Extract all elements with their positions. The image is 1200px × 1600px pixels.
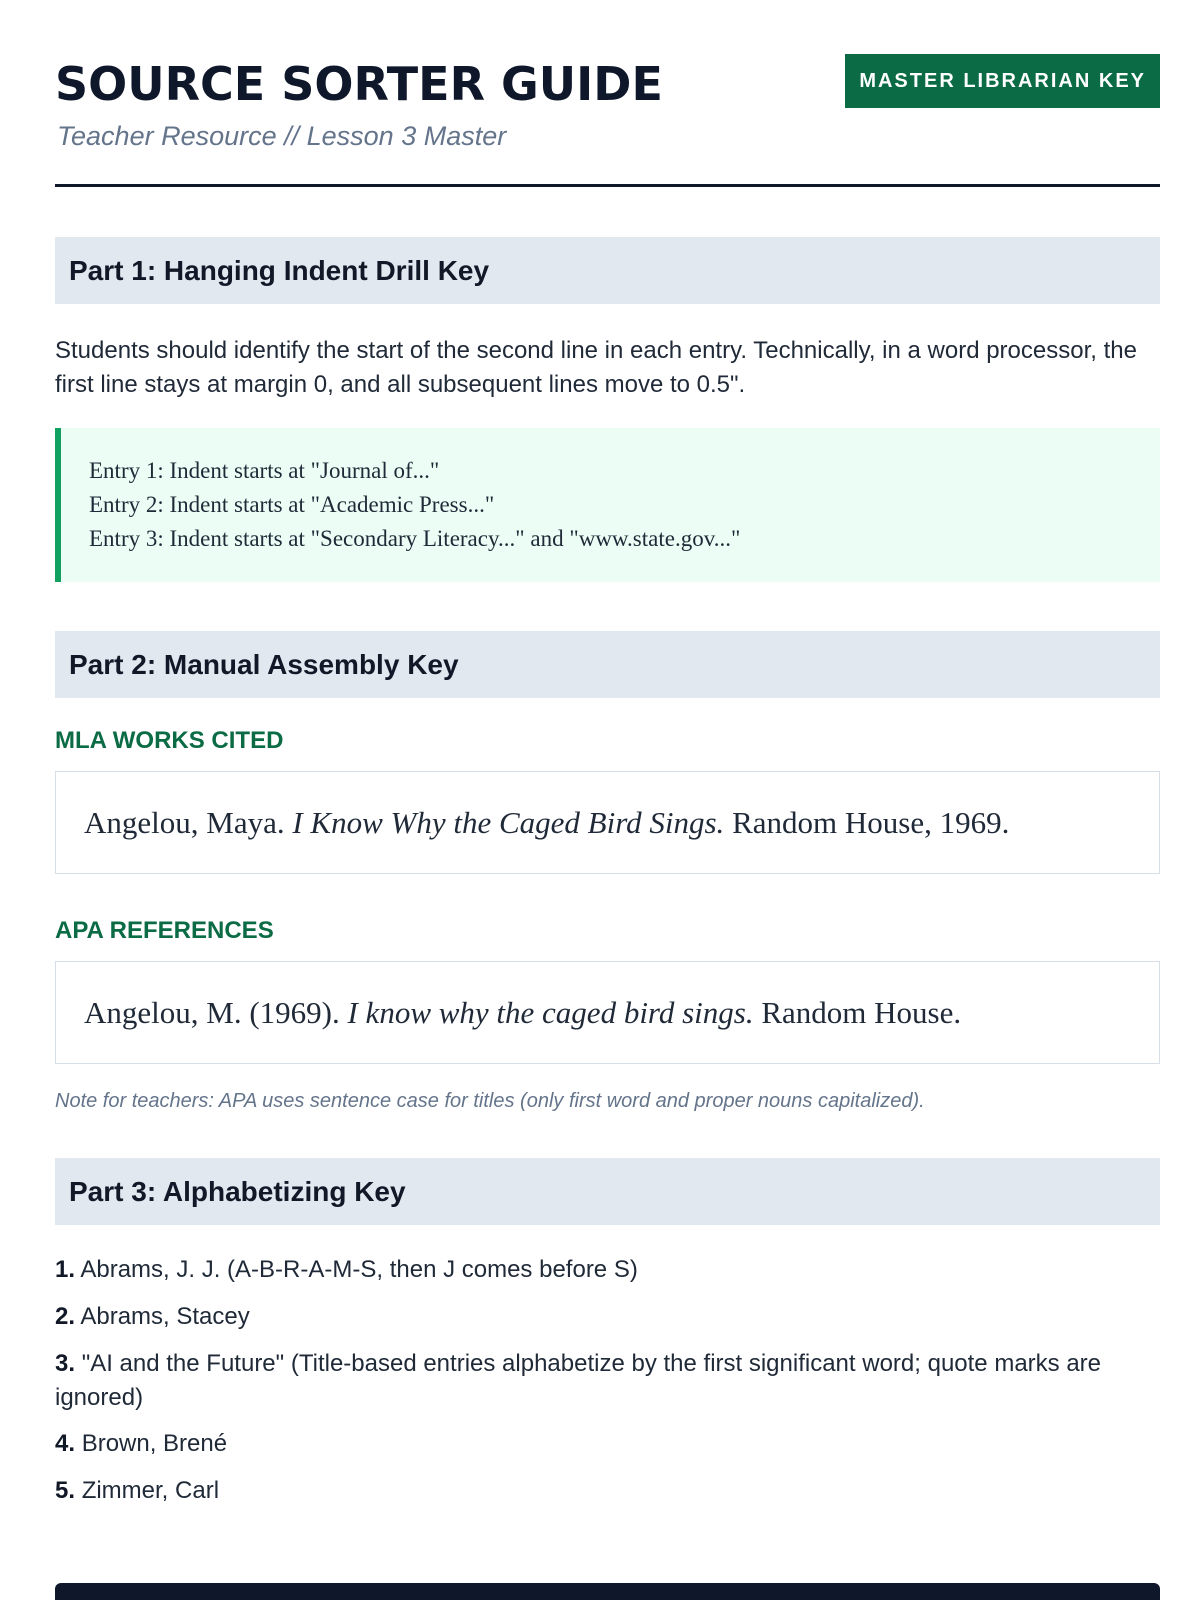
footer-bar [55,1583,1160,1600]
alpha-list-item [55,1300,1160,1334]
part3-heading: Part 3: Alphabetizing Key [55,1158,1160,1225]
apa-teacher-note: Note for teachers: APA uses sentence case for titles (only first word and proper nouns capitalized). [55,1090,925,1112]
mla-label: MLA WORKS CITED [55,727,284,754]
alpha-item-text: Abrams, J. J. (A-B-R-A-M-S, then J comes before S) [80,1256,638,1283]
alpha-list-item [55,1253,1160,1287]
alpha-item-number: 3. [55,1350,76,1377]
alpha-list-item [55,1427,1160,1461]
part2-heading: Part 2: Manual Assembly Key [55,631,1160,698]
part1-heading: Part 1: Hanging Indent Drill Key [55,237,1160,304]
alpha-item-text: "AI and the Future" (Title-based entries alphabetize by the first significant word; quote marks are ignored) [55,1350,1102,1411]
part1-intro: Students should identify the start of the second line in each entry. Technically, in a word processor, the first line stays at margin 0, and all subsequent lines move to 0.5". [55,337,1137,398]
document-header [55,0,1160,187]
apa-label: APA REFERENCES [55,917,274,944]
apa-citation-author: Angelou, M. (1969). [84,995,348,1030]
mla-citation-publisher: Random House, 1969. [724,805,1010,840]
apa-citation-publisher: Random House. [753,995,962,1030]
mla-citation-author: Angelou, Maya. [84,805,293,840]
master-key-badge: MASTER LIBRARIAN KEY [845,54,1160,108]
alpha-item-number: 4. [55,1430,76,1457]
answer-entry-2: Entry 2: Indent starts at "Academic Press..." [89,492,495,517]
apa-citation-title: I know why the caged bird sings. [347,995,754,1030]
document-subtitle: Teacher Resource // Lesson 3 Master [57,121,507,151]
alpha-item-text: Abrams, Stacey [80,1303,250,1330]
alpha-item-number: 5. [55,1477,76,1504]
alpha-list-item [55,1347,1160,1415]
answer-entry-3: Entry 3: Indent starts at "Secondary Literacy..." and "www.state.gov..." [89,526,741,551]
alpha-item-text: Zimmer, Carl [81,1477,220,1504]
indent-answer-box [55,428,1160,582]
document-title: SOURCE SORTER GUIDE [55,57,663,111]
document-page [55,0,1160,1504]
alpha-item-number: 1. [55,1256,76,1283]
alpha-item-number: 2. [55,1303,76,1330]
answer-entry-1: Entry 1: Indent starts at "Journal of..." [89,458,440,483]
alpha-item-text: Brown, Brené [81,1430,228,1457]
apa-citation [55,961,1160,1064]
mla-citation [55,771,1160,874]
alpha-list-item [55,1474,1160,1508]
mla-citation-title: I Know Why the Caged Bird Sings. [292,805,725,840]
